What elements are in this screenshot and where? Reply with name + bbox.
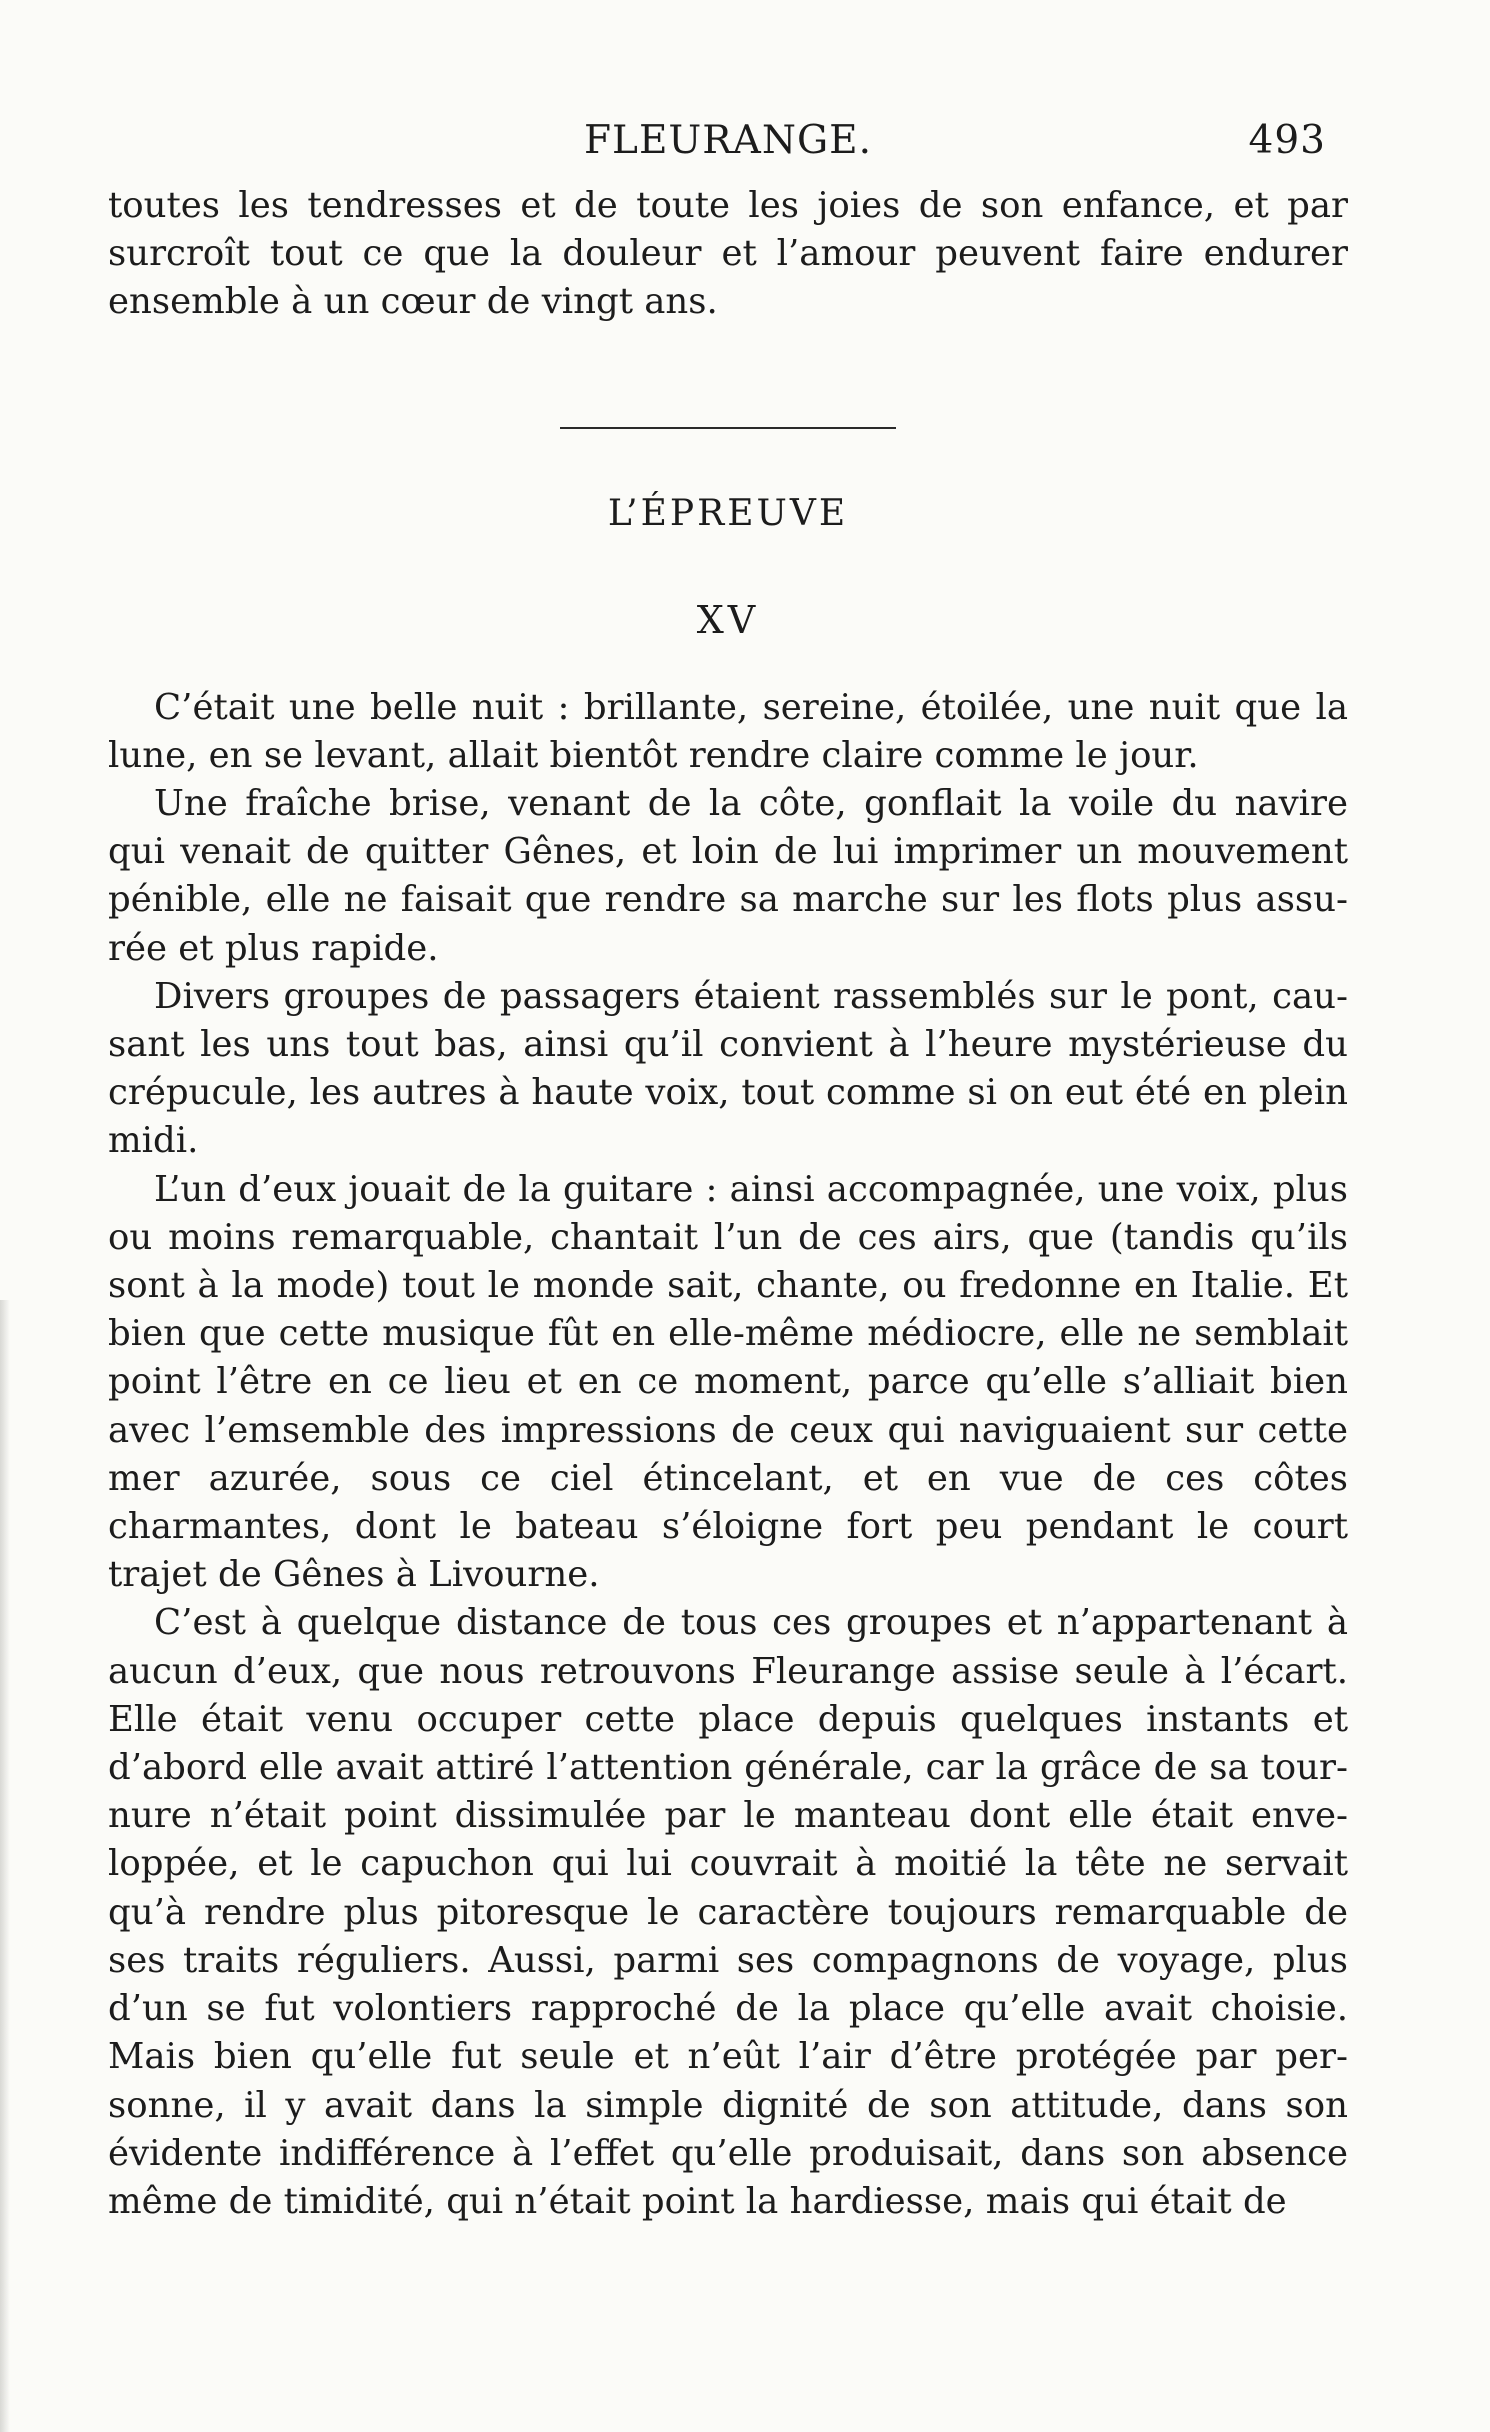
running-title: FLEURANGE.: [584, 118, 872, 163]
page-binding-edge: [0, 1300, 10, 2432]
page-number: 493: [1248, 118, 1326, 163]
paragraph: C’était une belle nuit : brillante, sereine, étoilée, une nuit que la lune, en se levant, allait bientôt rendre claire comme le jour.: [108, 686, 1348, 776]
paragraph: Divers groupes de passagers étaient rassemblés sur le pont, causant les uns tout bas, ainsi qu’il convient à l’heure mystérieuse du crépucule, les autres à haute voix, tout comme si on eut été en plein midi.: [108, 975, 1348, 1162]
section-title: L’ÉPREUVE: [607, 492, 849, 534]
section-divider: [560, 427, 896, 429]
body-text: [108, 182, 1348, 2226]
chapter-number: XV: [696, 597, 760, 642]
running-header: [108, 118, 1348, 182]
paragraph: Une fraîche brise, venant de la côte, gonflait la voile du navire qui venait de quitter Gênes, et loin de lui imprimer un mouvement pénible, elle ne faisait que rendre sa marche sur les flots plus assurée et plus rapide.: [108, 783, 1348, 969]
paragraph: L’un d’eux jouait de la guitare : ainsi accompagnée, une voix, plus ou moins remarquable, chantait l’un de ces airs, que (tandis qu’ils sont à la mode) tout le monde sait, chante, ou fredonne en Italie. Et bien que cette musique fût en elle-même médiocre, elle ne semblait point l’être en ce lieu et en ce moment, parce qu’elle s’alliait bien avec l’emsemble des impressions de ceux qui naviguaient sur cette mer azurée, sous ce ciel étincelant, et en vue de ces côtes charmantes, dont le bateau s’éloigne fort peu pendant le court trajet de Gênes à Livourne.: [108, 1168, 1348, 1596]
book-page: [108, 118, 1348, 2226]
opening-paragraph: toutes les tendresses et de toute les joies de son enfance, et par surcroît tout ce que la douleur et l’amour peuvent faire endurer ensemble à un cœur de vingt ans.: [108, 185, 1348, 323]
paragraph: C’est à quelque distance de tous ces groupes et n’appartenant à aucun d’eux, que nous retrouvons Fleurange assise seule à l’écart. Elle était venu occuper cette place depuis quelques instants et d’abord elle avait attiré l’attention générale, car la grâce de sa tournure n’était point dissimulée par le manteau dont elle était enveloppée, et le capuchon qui lui couvrait à moitié la tête ne servait qu’à rendre plus pitoresque le caractère toujours remarquable de ses traits réguliers. Aussi, parmi ses compagnons de voyage, plus d’un se fut volontiers rapproché de la place qu’elle avait choisie. Mais bien qu’elle fut seule et n’eût l’air d’être protégée par personne, il y avait dans la simple dignité de son attitude, dans son évidente indifférence à l’effet qu’elle produisait, dans son absence même de timidité, qui n’était point la hardiesse, mais qui était de: [108, 1602, 1348, 2222]
